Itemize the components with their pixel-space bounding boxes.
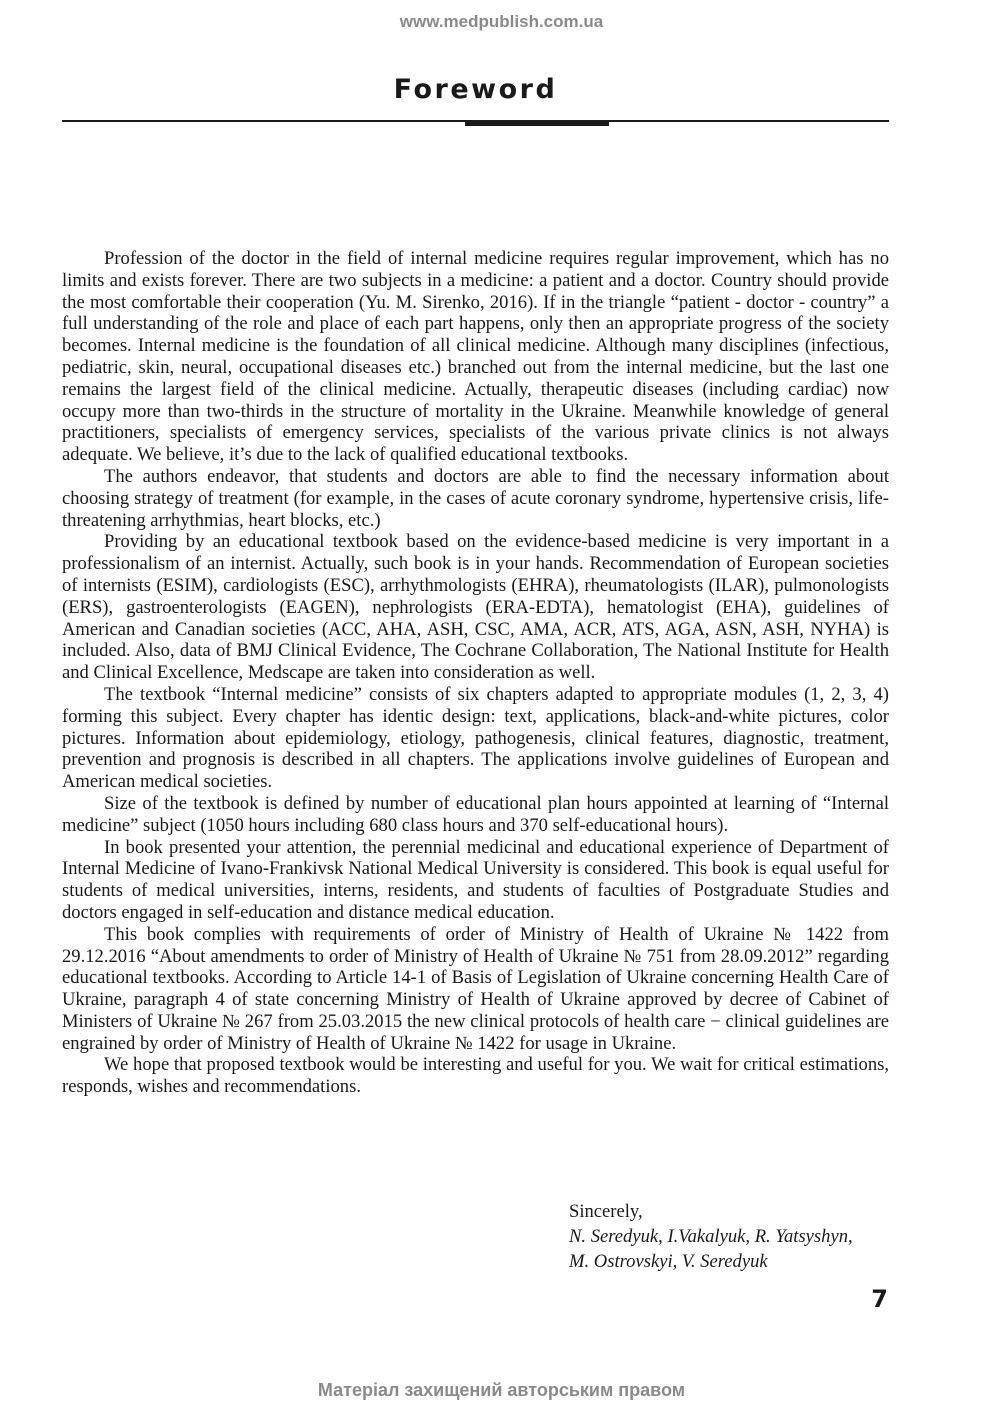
paragraph: We hope that proposed textbook would be interesting and useful for you. We wait for critical estimations, responds, wishes and recommendations.: [62, 1054, 889, 1098]
foreword-body: [62, 248, 889, 1098]
signature-block: [569, 1199, 853, 1274]
paragraph: In book presented your attention, the perennial medicinal and educational experience of Department of Internal Medicine of Ivano-Frankivsk National Medical University is considered. This book is equal useful for students of medical universities, interns, residents, and students of faculties of Postgraduate Studies and doctors engaged in self-education and distance medical education.: [62, 836, 889, 923]
paragraph: Profession of the doctor in the field of internal medicine requires regular improvement, which has no limits and exists forever. There are two subjects in a medicine: a patient and a doctor. Country should provide the most comfortable their cooperation (Yu. M. Sirenko, 2016). If in the triangle “patient - doctor - country” a full understanding of the role and place of each part happens, only then an appropriate progress of the society becomes. Internal medicine is the foundation of all clinical medicine. Although many disciplines (infectious, pediatric, skin, neural, occupational diseases etc.) branched out from the internal medicine, but the last one remains the largest field of the clinical medicine. Actually, therapeutic diseases (including cardiac) now occupy more than two-thirds in the structure of mortality in the Ukraine. Meanwhile knowledge of general practitioners, specialists of emergency services, specialists of the various private clinics is not always adequate. We believe, it’s due to the lack of qualified educational textbooks.: [62, 248, 889, 466]
author-names-line-1: N. Seredyuk, I.Vakalyuk, R. Yatsyshyn,: [569, 1226, 853, 1247]
paragraph: Providing by an educational textbook based on the evidence-based medicine is very important in a professionalism of an internist. Actually, such book is in your hands. Recommendation of European societies of internists (ESIM), cardiologists (ESC), arrhythmologists (EHRA), rheumatologists (ILAR), pulmonologists (ERS), gastroenterologists (EAGEN), nephrologists (ERA-EDTA), hematologist (EHA), guidelines of American and Canadian societies (ACC, AHA, ASH, CSC, AMA, ACR, ATS, AGA, ASN, ASH, NYHA) is included. Also, data of BMJ Clinical Evidence, The Cochrane Collaboration, The National Institute for Health and Clinical Excellence, Medscape are taken into consideration as well.: [62, 531, 889, 684]
paragraph: This book complies with requirements of order of Ministry of Health of Ukraine № 1422 from 29.12.2016 “About amendments to order of Ministry of Health of Ukraine № 751 from 28.09.2012” regarding educational textbooks. According to Article 14-1 of Basis of Legislation of Ukraine concerning Health Care of Ukraine, paragraph 4 of state concerning Ministry of Health of Ukraine approved by decree of Cabinet of Ministers of Ukraine № 267 from 25.03.2015 the new clinical protocols of health care − clinical guidelines are engrained by order of Ministry of Health of Ukraine № 1422 for usage in Ukraine.: [62, 923, 889, 1054]
watermark-url: www.medpublish.com.ua: [399, 12, 604, 31]
paragraph: The textbook “Internal medicine” consists of six chapters adapted to appropriate modules (1, 2, 3, 4) forming this subject. Every chapter has identic design: text, applications, black-and-white pictures, color pictures. Information about epidemiology, etiology, pathogenesis, clinical features, diagnostic, treatment, prevention and prognosis is described in all chapters. The applications involve guidelines of European and American medical societies.: [62, 683, 889, 793]
paragraph: Size of the textbook is defined by number of educational plan hours appointed at learning of “Internal medicine” subject (1050 hours including 680 class hours and 370 self-educational hours).: [62, 792, 889, 836]
title-underline-accent: [465, 122, 609, 126]
heading-block: [62, 74, 889, 122]
closing-line: Sincerely,: [569, 1201, 643, 1222]
copyright-notice: Матеріал захищений авторським правом: [317, 1380, 686, 1400]
paragraph: The authors endeavor, that students and doctors are able to find the necessary information about choosing strategy of treatment (for example, in the cases of acute coronary syndrome, hypertensive crisis, life-threatening arrhythmias, heart blocks, etc.): [62, 465, 889, 531]
page-number: 7: [871, 1285, 888, 1313]
author-names-line-2: M. Ostrovskyi, V. Seredyuk: [569, 1251, 768, 1272]
page-title: Foreword: [393, 74, 558, 105]
